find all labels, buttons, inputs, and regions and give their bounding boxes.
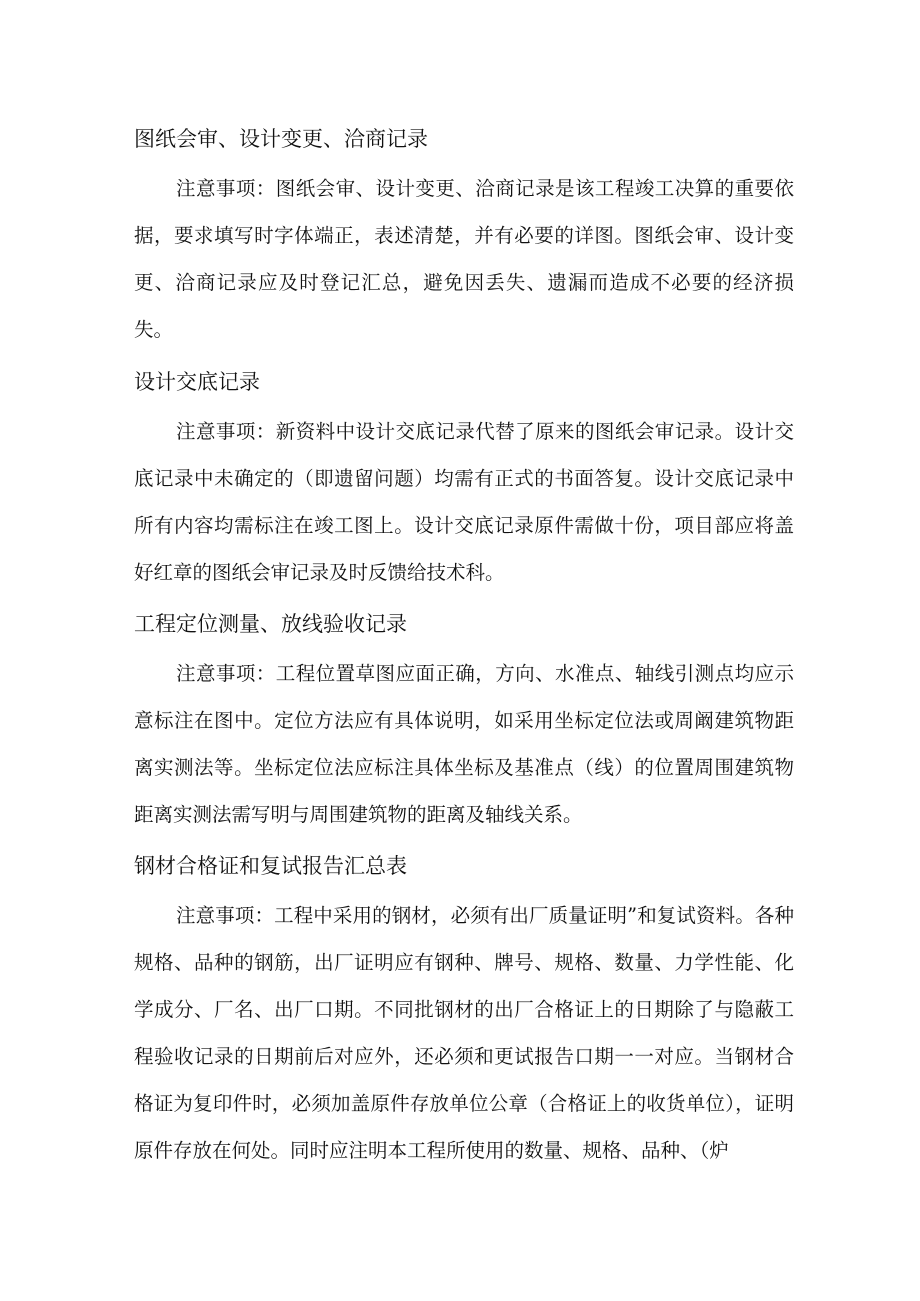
note-label: 注意事项： bbox=[176, 420, 276, 443]
section-positioning-survey bbox=[134, 609, 794, 838]
section-heading: 工程定位测量、放线验收记录 bbox=[134, 612, 407, 636]
note-body: 工程位置草图应面正确，方向、水准点、轴线引测点均应示意标注在图中。定位方法应有具体说明，如采用坐标定位法或周阚建筑物距离实测法等。坐标定位法应标注具体坐标及基准点（线）的位置周围建筑物距离实测法需写明与周围建筑物的距离及轴线关系。 bbox=[134, 662, 794, 826]
section-drawing-review bbox=[134, 124, 794, 353]
section-design-disclosure bbox=[134, 367, 794, 596]
section-paragraph bbox=[134, 165, 794, 353]
note-body: 图纸会审、设计变更、洽商记录是该工程竣工决算的重要依据，要求填写时字体端正，表述清楚，并有必要的详图。图纸会审、设计变更、洽商记录应及时登记汇总，避免因丢失、遗漏而造成不必要的经济损失。 bbox=[134, 177, 794, 341]
section-paragraph bbox=[134, 892, 794, 1174]
section-heading: 钢材合格证和复试报告汇总表 bbox=[134, 854, 407, 878]
section-steel-certificates bbox=[134, 851, 794, 1174]
note-label: 注意事项： bbox=[176, 904, 275, 927]
note-label: 注意事项： bbox=[176, 662, 276, 685]
section-paragraph bbox=[134, 650, 794, 838]
section-paragraph bbox=[134, 408, 794, 596]
note-body: 工程中采用的钢材，必须有出厂质量证明”和复试资料。各种规格、品种的钢筋，出厂证明应有钢种、牌号、规格、数量、力学性能、化学成分、厂名、出厂口期。不同批钢材的出厂合格证上的日期除了与隐蔽工程验收记录的日期前后对应外，还必须和更试报告口期一一对应。当钢材合格证为复印件时，必须加盖原件存放单位公章（合格证上的收货单位），证明原件存放在何处。同时应注明本工程所使用的数量、规格、品种、（炉 bbox=[134, 904, 794, 1162]
section-heading: 图纸会审、设计变更、洽商记录 bbox=[134, 127, 428, 151]
note-label: 注意事项： bbox=[176, 177, 276, 200]
section-heading: 设计交底记录 bbox=[134, 370, 260, 394]
note-body: 新资料中设计交底记录代替了原来的图纸会审记录。设计交底记录中未确定的（即遗留问题）均需有正式的书面答复。设计交底记录中所有内容均需标注在竣工图上。设计交底记录原件需做十份，项目部应将盖好红章的图纸会审记录及时反馈给技术科。 bbox=[134, 420, 794, 584]
